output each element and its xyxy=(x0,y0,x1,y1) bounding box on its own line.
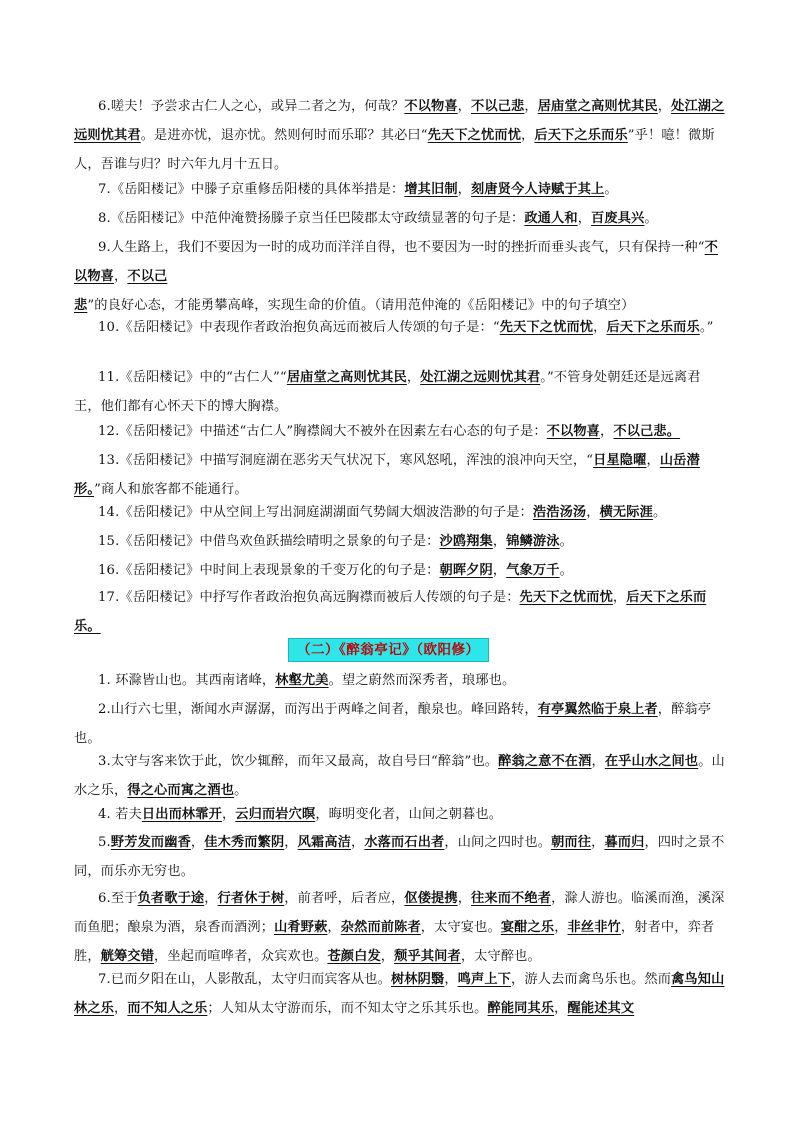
highlighted-answer: 鸣声上下 xyxy=(457,972,512,987)
paragraph-text: 。 xyxy=(652,505,667,520)
paragraph-text: ，太守醉也。 xyxy=(460,949,541,964)
highlighted-answer: 风霜高洁 xyxy=(297,835,351,850)
paragraph-text: ， xyxy=(204,891,218,906)
section-title: （二）《醉翁亭记》（欧阳修） xyxy=(288,638,489,662)
highlighted-answer: 不以物喜 xyxy=(74,240,718,284)
paragraph-text: 2.山行六七里，渐闻水声潺潺，而泻出于两峰之间者，酿泉也。峰回路转， xyxy=(98,702,538,717)
paragraph-text: 5. xyxy=(98,835,111,850)
highlighted-answer: 林壑尤美 xyxy=(275,673,329,688)
highlighted-answer: 居庙堂之高则忧其民 xyxy=(537,99,658,114)
paragraph-text: ， xyxy=(327,920,341,935)
paragraph xyxy=(74,446,726,504)
highlighted-answer: 醉能同其乐 xyxy=(487,1001,555,1016)
highlighted-answer: 山岳潜形。 xyxy=(74,453,700,497)
paragraph-text: 12.《岳阳楼记》中描述“古仁人”胸襟阔大不被外在因素左右心态的句子是： xyxy=(98,424,547,439)
paragraph-text: ， xyxy=(554,920,568,935)
highlighted-answer: 不以己悲。 xyxy=(613,424,681,439)
paragraph-text: 。望之蔚然而深秀者，琅琊也。 xyxy=(328,673,516,688)
paragraph xyxy=(74,747,726,805)
highlighted-answer: 气象万千 xyxy=(506,563,560,578)
paragraph xyxy=(74,92,726,179)
paragraph-text: ， xyxy=(114,269,128,284)
highlighted-answer: 不以物喜 xyxy=(546,424,601,439)
paragraph-text: 10.《岳阳楼记》中表现作者政治抱负高远而被后人传颂的句子是：“ xyxy=(98,320,500,335)
paragraph-text: ”的良好心态，才能勇攀高峰，实现生命的价值。（请用范仲淹的《岳阳楼记》中的句子填空） xyxy=(87,298,635,313)
highlighted-answer: 醒能述其文 xyxy=(567,1001,635,1016)
paragraph-text: ， xyxy=(492,534,507,549)
paragraph-text: 15.《岳阳楼记》中借鸟欢鱼跃描绘晴明之景象的句子是： xyxy=(98,534,440,549)
paragraph-text: 7.已而夕阳在山，人影散乱，太守归而宾客从也。 xyxy=(98,972,391,987)
paragraph-text: ，晦明变化者，山间之朝暮也。 xyxy=(315,807,503,822)
paragraph-text: ，四时之景不同，而乐亦无穷也。 xyxy=(74,835,725,879)
highlighted-answer: 行者休于树 xyxy=(217,891,285,906)
highlighted-answer: 野芳发而幽香 xyxy=(110,835,191,850)
highlighted-answer: 朝晖夕阴 xyxy=(439,563,493,578)
paragraph-text: ， xyxy=(521,128,535,143)
paragraph-text: ， xyxy=(457,182,472,197)
highlighted-answer: 而不知人之乐 xyxy=(127,1001,208,1016)
highlighted-answer: 在乎山水之间也 xyxy=(604,754,699,769)
paragraph-text: ，前者呼，后者应， xyxy=(284,891,405,906)
paragraph-text: 。 xyxy=(559,563,573,578)
highlighted-answer: 宴酣之乐 xyxy=(500,920,555,935)
paragraph-text: ， xyxy=(457,99,472,114)
paragraph xyxy=(74,884,726,971)
paragraph-text: ， xyxy=(190,835,205,850)
highlighted-answer: 横无际涯 xyxy=(599,505,653,520)
highlighted-answer: 佳木秀而繁阴 xyxy=(204,835,285,850)
paragraph-text: ，太守宴也。 xyxy=(420,920,501,935)
highlighted-answer: 百废具兴 xyxy=(591,211,645,226)
paragraph-text: ， xyxy=(591,754,605,769)
paragraph xyxy=(74,204,726,233)
paragraph-text: ，射者中，弈者胜， xyxy=(74,920,715,964)
paragraph xyxy=(74,965,726,1023)
paragraph xyxy=(74,175,726,204)
highlighted-answer: 有亭翼然临于泉上者 xyxy=(537,702,658,717)
paragraph xyxy=(74,498,726,527)
paragraph-text: ， xyxy=(114,1001,128,1016)
highlighted-answer: 沙鸥翔集 xyxy=(439,534,493,549)
paragraph xyxy=(74,556,726,585)
paragraph xyxy=(74,417,726,446)
highlighted-answer: 后天下之乐而乐 xyxy=(534,128,628,143)
paragraph-text: ， xyxy=(586,505,600,520)
paragraph-text: 3.太守与客来饮于此，饮少辄醉，而年又最高，故自号曰“醉翁”也。 xyxy=(98,754,499,769)
highlighted-answer: 先天下之忧而忧 xyxy=(519,590,613,605)
paragraph xyxy=(74,695,726,753)
paragraph-text: ， xyxy=(577,211,592,226)
paragraph-text: ，醉翁亭也。 xyxy=(74,702,712,746)
highlighted-answer: 不以物喜 xyxy=(404,99,458,114)
highlighted-answer: 暮而归 xyxy=(604,835,645,850)
highlighted-answer: 往来而不绝者 xyxy=(471,891,552,906)
paragraph-text: ， xyxy=(612,590,627,605)
highlighted-answer: 醉翁之意不在酒 xyxy=(498,754,592,769)
paragraph-text: 8.《岳阳楼记》中范仲淹赞扬滕子京当任巴陵郡太守政绩显著的句子是： xyxy=(98,211,525,226)
paragraph-text: 。是进亦忧，退亦忧。然则何时而乐耶？其必曰“ xyxy=(140,128,428,143)
paragraph-text: 1. 环滁皆山也。其西南诸峰， xyxy=(98,673,276,688)
highlighted-answer: 政通人和 xyxy=(524,211,578,226)
paragraph-text: ， xyxy=(524,99,538,114)
paragraph-text: 。 xyxy=(234,783,248,798)
paragraph-text: ， xyxy=(554,1001,568,1016)
paragraph-text: 17.《岳阳楼记》中抒写作者政治抱负高远胸襟而被后人传颂的句子是： xyxy=(98,590,520,605)
highlighted-answer: 苍颜白发 xyxy=(327,949,381,964)
paragraph-text: 13.《岳阳楼记》中描写洞庭湖在恶劣天气状况下，寒风怒吼，浑浊的浪冲向天空，“ xyxy=(98,453,594,468)
paragraph-text: ， xyxy=(646,453,660,468)
highlighted-answer: 处江湖之远则忧其君 xyxy=(420,370,541,385)
paragraph-text: 6.至于 xyxy=(98,891,138,906)
paragraph-text: ，坐起而喧哗者，众宾欢也。 xyxy=(154,949,328,964)
paragraph-text: 4. 若夫 xyxy=(98,807,142,822)
paragraph-text: ， xyxy=(380,949,395,964)
highlighted-answer: 云归而岩穴暝 xyxy=(235,807,316,822)
highlighted-answer: 刻唐贤今人诗赋于其上 xyxy=(471,182,605,197)
paragraph-text: ， xyxy=(600,424,614,439)
paragraph-text: 。”不管身处朝廷还是远离君王，他们都有心怀天下的博大胸襟。 xyxy=(74,370,701,414)
highlighted-answer: 伛偻提携 xyxy=(404,891,458,906)
paragraph xyxy=(74,800,726,829)
paragraph-text: ，滁人游也。临溪而渔，溪深而鱼肥；酿泉为酒，泉香而酒洌； xyxy=(74,891,725,935)
highlighted-answer: 觥筹交错 xyxy=(100,949,155,964)
paragraph-text: ， xyxy=(492,563,507,578)
paragraph xyxy=(74,363,726,421)
paragraph-text: 11.《岳阳楼记》中的“古仁人”“ xyxy=(98,370,287,385)
paragraph xyxy=(74,527,726,556)
highlighted-answer: 负者歌于途 xyxy=(137,891,205,906)
paragraph-text: 。山水之乐， xyxy=(74,754,725,798)
paragraph xyxy=(74,233,726,320)
paragraph-text: ， xyxy=(591,835,605,850)
highlighted-answer: 颓乎其间者 xyxy=(394,949,461,964)
highlighted-answer: 先天下之忧而忧 xyxy=(499,320,594,335)
paragraph-text: 14.《岳阳楼记》中从空间上写出洞庭湖湖面气势阔大烟波浩渺的句子是： xyxy=(98,505,533,520)
highlighted-answer: 山肴野蔌 xyxy=(274,920,328,935)
highlighted-answer: 不以己悲 xyxy=(74,269,168,313)
paragraph-text: 。 xyxy=(559,534,573,549)
paragraph-text: ， xyxy=(221,807,236,822)
highlighted-answer: 水落而石出者 xyxy=(364,835,445,850)
highlighted-answer: 日星隐曜 xyxy=(593,453,647,468)
paragraph-text: ， xyxy=(284,835,298,850)
paragraph xyxy=(74,583,726,641)
highlighted-answer: 朝而往 xyxy=(551,835,592,850)
highlighted-answer: 日出而林霏开 xyxy=(141,807,222,822)
paragraph-text: 9.人生路上，我们不要因为一时的成功而洋洋自得，也不要因为一时的挫折而垂头丧气，只有保持一种“ xyxy=(98,240,705,255)
paragraph xyxy=(74,828,726,886)
paragraph-text: ，山间之四时也。 xyxy=(444,835,552,850)
paragraph-text: ， xyxy=(406,370,421,385)
paragraph-text: ， xyxy=(444,972,458,987)
paragraph-text: ， xyxy=(657,99,672,114)
highlighted-answer: 处江湖之远则忧其君 xyxy=(74,99,725,143)
paragraph-text: ， xyxy=(457,891,472,906)
paragraph-text: 6.嗟夫！予尝求古仁人之心，或异二者之为，何哉？ xyxy=(98,99,405,114)
highlighted-answer: 不以己悲 xyxy=(471,99,525,114)
highlighted-answer: 锦鳞游泳 xyxy=(506,534,560,549)
highlighted-answer: 先天下之忧而忧 xyxy=(427,128,522,143)
highlighted-answer: 浩浩汤汤 xyxy=(532,505,587,520)
paragraph-text: 16.《岳阳楼记》中时间上表现景象的千变万化的句子是： xyxy=(98,563,440,578)
paragraph-text: 7.《岳阳楼记》中滕子京重修岳阳楼的具体举措是： xyxy=(98,182,405,197)
paragraph-text: 。 xyxy=(644,211,658,226)
paragraph-text: 。” xyxy=(699,320,714,335)
highlighted-answer: 禽鸟知山林之乐 xyxy=(74,972,725,1016)
highlighted-answer: 非丝非竹 xyxy=(567,920,621,935)
paragraph-text: ， xyxy=(593,320,607,335)
paragraph-text: 。 xyxy=(604,182,618,197)
paragraph xyxy=(74,666,726,695)
highlighted-answer: 增其旧制 xyxy=(404,182,458,197)
highlighted-answer: 树林阴翳 xyxy=(390,972,445,987)
paragraph-text: ”乎！噫！微斯人，吾谁与归？时六年九月十五日。 xyxy=(74,128,715,172)
paragraph-text: ；人知从太守游而乐，而不知太守之乐其乐也。 xyxy=(207,1001,488,1016)
paragraph xyxy=(74,313,726,342)
paragraph-text: ， xyxy=(351,835,365,850)
paragraph-text: ，游人去而禽鸟乐也。然而 xyxy=(511,972,672,987)
paragraph-text: ”商人和旅客都不能通行。 xyxy=(94,482,248,497)
highlighted-answer: 后天下之乐而乐 xyxy=(606,320,700,335)
highlighted-answer: 居庙堂之高则忧其民 xyxy=(286,370,407,385)
highlighted-answer: 杂然而前陈者 xyxy=(340,920,421,935)
highlighted-answer: 得之心而寓之酒也 xyxy=(127,783,235,798)
highlighted-answer: 后天下之乐而乐。 xyxy=(74,590,707,634)
